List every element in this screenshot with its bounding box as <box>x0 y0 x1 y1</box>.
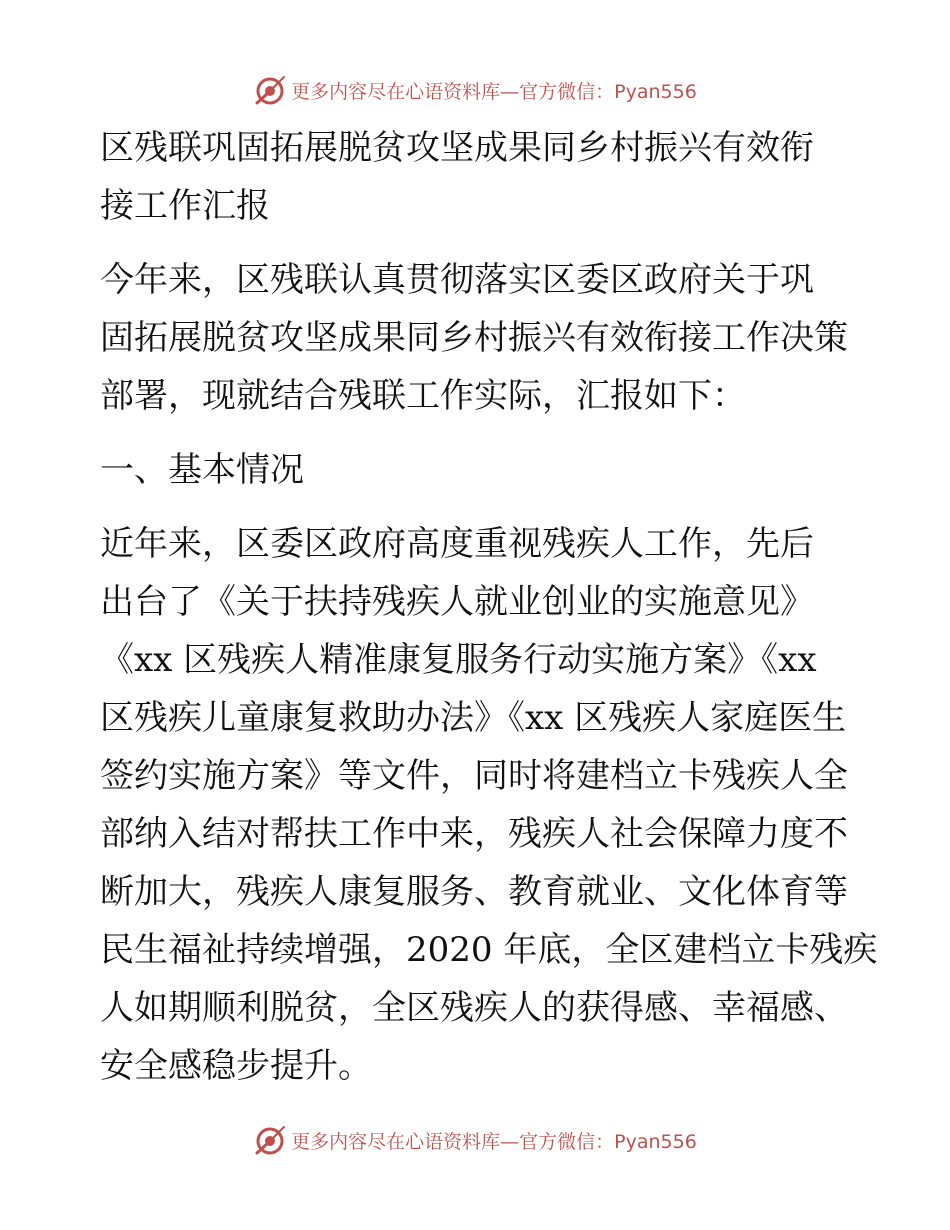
body-line-10: 安全感稳步提升。 <box>100 1046 372 1086</box>
watermark-text: 更多内容尽在心语资料库—官方微信：Pyan556 <box>291 1130 697 1153</box>
brand-logo-icon <box>253 1123 287 1157</box>
brand-logo-icon <box>253 73 287 107</box>
header-watermark-banner <box>0 70 950 110</box>
watermark-text: 更多内容尽在心语资料库—官方微信：Pyan556 <box>291 80 697 103</box>
document-title-line-1: 区残联巩固拓展脱贫攻坚成果同乡村振兴有效衔 <box>100 128 814 168</box>
body-line-1: 近年来，区委区政府高度重视残疾人工作，先后 <box>100 524 814 564</box>
wechat-account: Pyan556 <box>614 1130 697 1153</box>
intro-line-1: 今年来，区残联认真贯彻落实区委区政府关于巩 <box>100 260 814 300</box>
intro-line-2: 固拓展脱贫攻坚成果同乡村振兴有效衔接工作决策 <box>100 318 848 358</box>
body-line-4: 区残疾儿童康复救助办法》《xx 区残疾人家庭医生 <box>100 698 847 738</box>
body-line-8: 民生福祉持续增强，2020 年底，全区建档立卡残疾 <box>100 930 878 970</box>
body-line-3: 《xx 区残疾人精准康复服务行动实施方案》《xx <box>100 640 817 680</box>
intro-line-3: 部署，现就结合残联工作实际，汇报如下： <box>100 376 746 416</box>
document-title-line-2: 接工作汇报 <box>100 186 270 226</box>
section-heading: 一、基本情况 <box>100 450 304 490</box>
body-line-6: 部纳入结对帮扶工作中来，残疾人社会保障力度不 <box>100 814 848 854</box>
body-line-9: 人如期顺利脱贫，全区残疾人的获得感、幸福感、 <box>100 988 848 1028</box>
wechat-account: Pyan556 <box>614 80 697 103</box>
body-line-7: 断加大，残疾人康复服务、教育就业、文化体育等 <box>100 872 848 912</box>
body-line-2: 出台了《关于扶持残疾人就业创业的实施意见》 <box>100 582 814 622</box>
footer-watermark-banner <box>0 1120 950 1160</box>
body-line-5: 签约实施方案》等文件，同时将建档立卡残疾人全 <box>100 756 848 796</box>
